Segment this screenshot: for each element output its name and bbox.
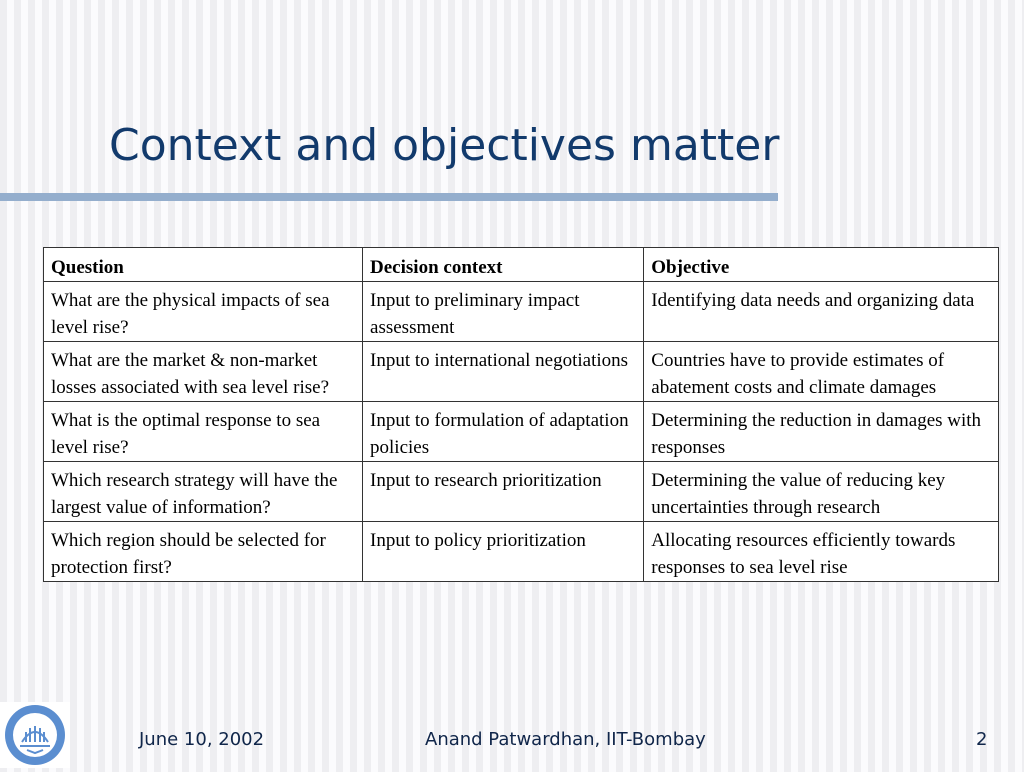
objective-cell: Determining the reduction in damages with responses [644,402,999,462]
table-row [44,402,999,462]
objective-cell: Identifying data needs and organizing data [644,282,999,342]
table-row [44,342,999,402]
column-header-objective: Objective [644,248,999,282]
footer-author: Anand Patwardhan, IIT-Bombay [425,729,706,750]
iit-bombay-logo [0,702,70,768]
table-header-row [44,248,999,282]
question-cell: Which research strategy will have the largest value of information? [44,462,363,522]
question-cell: What is the optimal response to sea level rise? [44,402,363,462]
title-divider [0,193,778,201]
decision-context-cell: Input to international negotiations [363,342,644,402]
objective-cell: Countries have to provide estimates of abatement costs and climate damages [644,342,999,402]
question-cell: Which region should be selected for protection first? [44,522,363,582]
decision-context-cell: Input to research prioritization [363,462,644,522]
table-row [44,522,999,582]
slide-number: 2 [976,729,988,750]
slide-title: Context and objectives matter [109,120,780,171]
footer-date: June 10, 2002 [139,729,265,750]
context-objectives-table [43,247,999,582]
column-header-question: Question [44,248,363,282]
decision-context-cell: Input to formulation of adaptation policies [363,402,644,462]
question-cell: What are the market & non-market losses associated with sea level rise? [44,342,363,402]
decision-context-cell: Input to policy prioritization [363,522,644,582]
iit-bombay-emblem-icon [0,702,70,768]
table-row [44,282,999,342]
objective-cell: Allocating resources efficiently towards responses to sea level rise [644,522,999,582]
question-cell: What are the physical impacts of sea level rise? [44,282,363,342]
decision-context-cell: Input to preliminary impact assessment [363,282,644,342]
table-row [44,462,999,522]
column-header-decision-context: Decision context [363,248,644,282]
objective-cell: Determining the value of reducing key uncertainties through research [644,462,999,522]
